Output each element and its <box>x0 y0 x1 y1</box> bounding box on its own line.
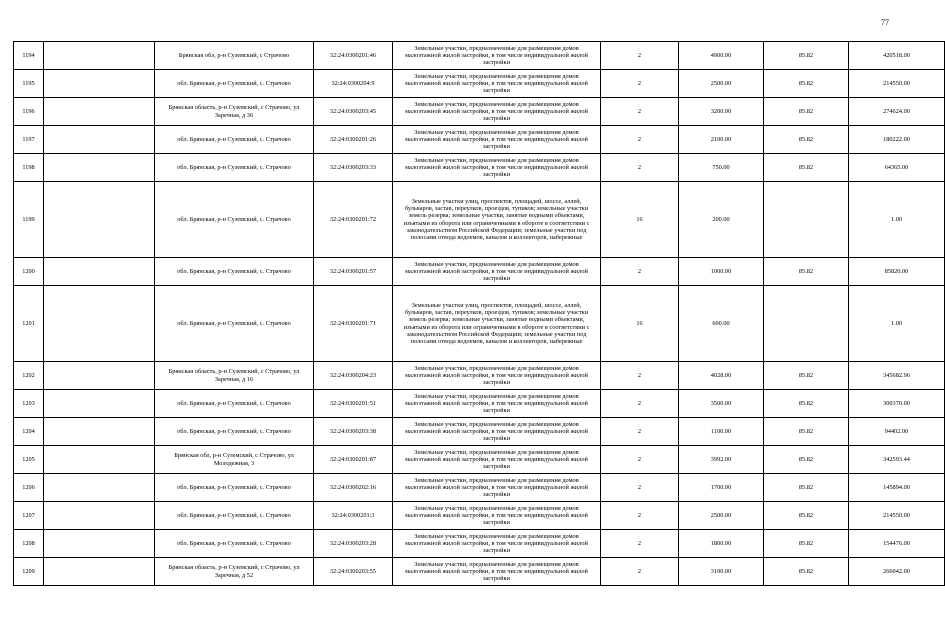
specific-value-cell: 85.82 <box>764 390 849 418</box>
address-cell: обл. Брянская, р-н Суземский, с. Страчово <box>155 126 314 154</box>
address-cell: обл. Брянская, р-н Суземский, с. Страчово <box>155 182 314 258</box>
area-cell: 750.00 <box>679 154 764 182</box>
empty-cell <box>44 390 155 418</box>
table-row <box>14 558 945 586</box>
area-cell: 1700.00 <box>679 474 764 502</box>
area-cell: 2100.00 <box>679 126 764 154</box>
area-cell: 1100.00 <box>679 418 764 446</box>
table-row <box>14 182 945 258</box>
address-cell: обл. Брянская, р-н Суземский, с. Страчово <box>155 474 314 502</box>
specific-value-cell <box>764 286 849 362</box>
area-cell: 3200.00 <box>679 98 764 126</box>
row-number-cell: 1208 <box>14 530 44 558</box>
row-number-cell: 1206 <box>14 474 44 502</box>
area-cell: 2500.00 <box>679 502 764 530</box>
empty-cell <box>44 530 155 558</box>
cadastral-value-cell: 154476.00 <box>849 530 945 558</box>
row-number-cell: 1204 <box>14 418 44 446</box>
specific-value-cell: 85.82 <box>764 418 849 446</box>
empty-cell <box>44 154 155 182</box>
land-use-cell: Земельные участки, предназначенные для размещения домов малоэтажной жилой застройки, в том числе индивидуальной жилой застройки <box>393 446 601 474</box>
row-number-cell: 1201 <box>14 286 44 362</box>
row-number-cell: 1196 <box>14 98 44 126</box>
area-cell: 2500.00 <box>679 70 764 98</box>
specific-value-cell: 85.82 <box>764 126 849 154</box>
row-number-cell: 1195 <box>14 70 44 98</box>
empty-cell <box>44 446 155 474</box>
row-number-cell: 1200 <box>14 258 44 286</box>
cadastral-number-cell: 32:24:0300202:16 <box>314 474 393 502</box>
specific-value-cell: 85.82 <box>764 446 849 474</box>
group-code-cell: 2 <box>601 418 679 446</box>
address-cell: обл. Брянская, р-н Суземский, с. Страчово <box>155 258 314 286</box>
address-cell: Брянская обл, р-н Суземский, с Страчово, ул Молодежная, 3 <box>155 446 314 474</box>
cadastral-number-cell: 32:24:0300203:45 <box>314 98 393 126</box>
group-code-cell: 2 <box>601 154 679 182</box>
row-number-cell: 1198 <box>14 154 44 182</box>
address-cell: Брянская обл, р-н Суземский, с Страчово <box>155 42 314 70</box>
group-code-cell: 2 <box>601 126 679 154</box>
land-use-cell: Земельные участки, предназначенные для размещения домов малоэтажной жилой застройки, в том числе индивидуальной жилой застройки <box>393 362 601 390</box>
row-number-cell: 1209 <box>14 558 44 586</box>
group-code-cell: 2 <box>601 390 679 418</box>
area-cell: 200.00 <box>679 182 764 258</box>
empty-cell <box>44 98 155 126</box>
table-row <box>14 286 945 362</box>
empty-cell <box>44 474 155 502</box>
empty-cell <box>44 126 155 154</box>
cadastral-number-cell: 32:24:0300201:51 <box>314 390 393 418</box>
table-row <box>14 418 945 446</box>
cadastral-value-cell: 345682.96 <box>849 362 945 390</box>
land-use-cell: Земельные участки улиц, проспектов, площадей, шоссе, аллей, бульваров, застав, переулков, проездов, тупиков; земельные участки земель резерва; земельные участки, занятые водными объектами, изъятыми из оборота или ограниченными в обороте в соответствии с законодательством Российской Федерации; земельные участки под полосами отвода водоемов, каналов и коллекторов, набережные <box>393 182 601 258</box>
land-use-cell: Земельные участки улиц, проспектов, площадей, шоссе, аллей, бульваров, застав, переулков, проездов, тупиков; земельные участки земель резерва; земельные участки, занятые водными объектами, изъятыми из оборота или ограниченными в обороте в соответствии с законодательством Российской Федерации; земельные участки под полосами отвода водоемов, каналов и коллекторов, набережные <box>393 286 601 362</box>
table-row <box>14 390 945 418</box>
group-code-cell: 16 <box>601 286 679 362</box>
area-cell: 3100.00 <box>679 558 764 586</box>
group-code-cell: 2 <box>601 70 679 98</box>
empty-cell <box>44 42 155 70</box>
specific-value-cell: 85.82 <box>764 502 849 530</box>
land-use-cell: Земельные участки, предназначенные для размещения домов малоэтажной жилой застройки, в том числе индивидуальной жилой застройки <box>393 258 601 286</box>
table-row <box>14 98 945 126</box>
cadastral-value-cell: 300370.00 <box>849 390 945 418</box>
cadastral-value-cell: 266042.00 <box>849 558 945 586</box>
group-code-cell: 2 <box>601 98 679 126</box>
table-row <box>14 446 945 474</box>
cadastral-number-cell: 32:24:0300201:57 <box>314 258 393 286</box>
land-use-cell: Земельные участки, предназначенные для размещения домов малоэтажной жилой застройки, в том числе индивидуальной жилой застройки <box>393 558 601 586</box>
group-code-cell: 2 <box>601 502 679 530</box>
address-cell: обл. Брянская, р-н Суземский, с. Страчово <box>155 390 314 418</box>
address-cell: обл. Брянская, р-н Суземский, с. Страчово <box>155 502 314 530</box>
land-use-cell: Земельные участки, предназначенные для размещения домов малоэтажной жилой застройки, в том числе индивидуальной жилой застройки <box>393 530 601 558</box>
specific-value-cell: 85.82 <box>764 474 849 502</box>
cadastral-number-cell: 32:24:0300203:55 <box>314 558 393 586</box>
cadastral-value-cell: 64365.00 <box>849 154 945 182</box>
empty-cell <box>44 70 155 98</box>
cadastral-value-cell: 274624.00 <box>849 98 945 126</box>
area-cell: 1000.00 <box>679 258 764 286</box>
table-row <box>14 362 945 390</box>
specific-value-cell: 85.82 <box>764 258 849 286</box>
cadastral-value-cell: 1.00 <box>849 182 945 258</box>
group-code-cell: 2 <box>601 474 679 502</box>
row-number-cell: 1194 <box>14 42 44 70</box>
cadastral-value-cell: 214550.00 <box>849 70 945 98</box>
address-cell: обл. Брянская, р-н Суземский, с. Страчово <box>155 286 314 362</box>
cadastral-number-cell: 32:24:0300203:28 <box>314 530 393 558</box>
row-number-cell: 1197 <box>14 126 44 154</box>
table-row <box>14 530 945 558</box>
specific-value-cell: 85.82 <box>764 70 849 98</box>
land-use-cell: Земельные участки, предназначенные для размещения домов малоэтажной жилой застройки, в том числе индивидуальной жилой застройки <box>393 98 601 126</box>
row-number-cell: 1202 <box>14 362 44 390</box>
table-row <box>14 70 945 98</box>
area-cell: 600.00 <box>679 286 764 362</box>
cadastral-number-cell: 32:24:0300201:46 <box>314 42 393 70</box>
cadastral-number-cell: 32:24:0300201:72 <box>314 182 393 258</box>
address-cell: обл. Брянская, р-н Суземский, с. Страчово <box>155 418 314 446</box>
row-number-cell: 1207 <box>14 502 44 530</box>
table-row <box>14 154 945 182</box>
specific-value-cell: 85.82 <box>764 530 849 558</box>
area-cell: 1800.00 <box>679 530 764 558</box>
table-row <box>14 126 945 154</box>
area-cell: 4900.00 <box>679 42 764 70</box>
group-code-cell: 2 <box>601 446 679 474</box>
area-cell: 4028.00 <box>679 362 764 390</box>
address-cell: Брянская область, р-н Суземский, с Страчово, ул Заречная, д 16 <box>155 362 314 390</box>
address-cell: Брянская область, р-н Суземский, с Страчово, ул Заречная, д 52 <box>155 558 314 586</box>
empty-cell <box>44 418 155 446</box>
group-code-cell: 2 <box>601 258 679 286</box>
land-use-cell: Земельные участки, предназначенные для размещения домов малоэтажной жилой застройки, в том числе индивидуальной жилой застройки <box>393 126 601 154</box>
cadastral-number-cell: 32:24:0300203:38 <box>314 418 393 446</box>
cadastral-value-cell: 94402.00 <box>849 418 945 446</box>
empty-cell <box>44 558 155 586</box>
row-number-cell: 1205 <box>14 446 44 474</box>
land-use-cell: Земельные участки, предназначенные для размещения домов малоэтажной жилой застройки, в том числе индивидуальной жилой застройки <box>393 474 601 502</box>
table-row <box>14 258 945 286</box>
row-number-cell: 1203 <box>14 390 44 418</box>
empty-cell <box>44 502 155 530</box>
area-cell: 3992.00 <box>679 446 764 474</box>
cadastral-number-cell: 32:24:0300201:26 <box>314 126 393 154</box>
group-code-cell: 2 <box>601 42 679 70</box>
cadastral-number-cell: 32:24:0300203:33 <box>314 154 393 182</box>
cadastral-value-cell: 420518.00 <box>849 42 945 70</box>
land-use-cell: Земельные участки, предназначенные для размещения домов малоэтажной жилой застройки, в том числе индивидуальной жилой застройки <box>393 502 601 530</box>
address-cell: обл. Брянская, р-н Суземский, с. Страчово <box>155 154 314 182</box>
cadastral-value-cell: 180222.00 <box>849 126 945 154</box>
empty-cell <box>44 182 155 258</box>
empty-cell <box>44 362 155 390</box>
row-number-cell: 1199 <box>14 182 44 258</box>
empty-cell <box>44 258 155 286</box>
cadastral-number-cell: 32:24:0300201:3 <box>314 502 393 530</box>
cadastral-value-cell: 85820.00 <box>849 258 945 286</box>
specific-value-cell: 85.82 <box>764 154 849 182</box>
land-use-cell: Земельные участки, предназначенные для размещения домов малоэтажной жилой застройки, в том числе индивидуальной жилой застройки <box>393 42 601 70</box>
group-code-cell: 2 <box>601 362 679 390</box>
cadastral-number-cell: 32:24:0300204:23 <box>314 362 393 390</box>
specific-value-cell: 85.82 <box>764 558 849 586</box>
group-code-cell: 2 <box>601 530 679 558</box>
table-row <box>14 502 945 530</box>
land-use-cell: Земельные участки, предназначенные для размещения домов малоэтажной жилой застройки, в том числе индивидуальной жилой застройки <box>393 154 601 182</box>
cadastral-value-cell: 342593.44 <box>849 446 945 474</box>
cadastral-value-cell: 1.00 <box>849 286 945 362</box>
address-cell: Брянская область, р-н Суземский, с Страчово, ул Заречная, д 36 <box>155 98 314 126</box>
address-cell: обл. Брянская, р-н Суземский, с. Страчово <box>155 530 314 558</box>
page-number: 77 <box>881 18 889 27</box>
land-use-cell: Земельные участки, предназначенные для размещения домов малоэтажной жилой застройки, в том числе индивидуальной жилой застройки <box>393 418 601 446</box>
land-use-cell: Земельные участки, предназначенные для размещения домов малоэтажной жилой застройки, в том числе индивидуальной жилой застройки <box>393 70 601 98</box>
area-cell: 3500.00 <box>679 390 764 418</box>
specific-value-cell: 85.82 <box>764 42 849 70</box>
table-row <box>14 42 945 70</box>
table-row <box>14 474 945 502</box>
cadastral-value-cell: 214550.00 <box>849 502 945 530</box>
address-cell: обл. Брянская, р-н Суземский, с. Страчово <box>155 70 314 98</box>
cadastral-value-cell: 145894.00 <box>849 474 945 502</box>
specific-value-cell <box>764 182 849 258</box>
specific-value-cell: 85.82 <box>764 98 849 126</box>
cadastral-number-cell: 32:24:0300201:71 <box>314 286 393 362</box>
land-use-cell: Земельные участки, предназначенные для размещения домов малоэтажной жилой застройки, в том числе индивидуальной жилой застройки <box>393 390 601 418</box>
empty-cell <box>44 286 155 362</box>
group-code-cell: 16 <box>601 182 679 258</box>
group-code-cell: 2 <box>601 558 679 586</box>
cadastral-number-cell: 32:24:0300201:87 <box>314 446 393 474</box>
cadastral-number-cell: 32:24:0300204:9 <box>314 70 393 98</box>
land-parcels-table <box>13 41 945 586</box>
specific-value-cell: 85.82 <box>764 362 849 390</box>
